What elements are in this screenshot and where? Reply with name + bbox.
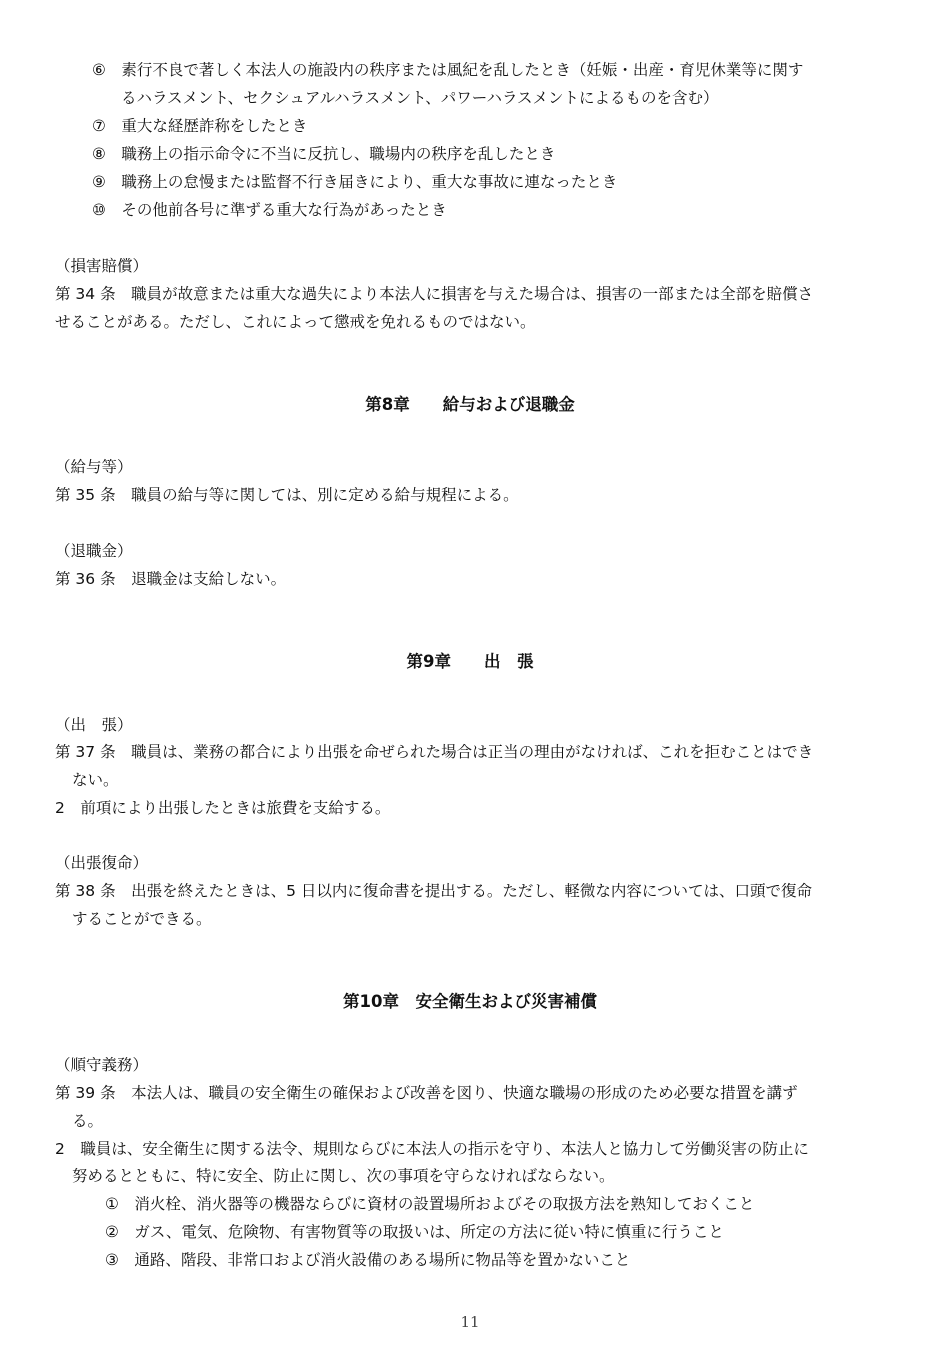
article-38-text-continuation: することができる。: [72, 910, 212, 928]
article-36-caption: （退職金）: [55, 542, 133, 560]
chapter-8-heading: 第8章 給与および退職金: [365, 395, 575, 414]
chapter-9-heading: 第9章 出 張: [406, 652, 534, 671]
list-item-7: ⑦ 重大な経歴詐称をしたとき: [92, 117, 308, 135]
article-37-text-continuation: ない。: [72, 771, 119, 789]
safety-item-2: ② ガス、電気、危険物、有害物質等の取扱いは、所定の方法に従い特に慎重に行うこと: [105, 1223, 724, 1241]
article-39-text: 第 39 条 本法人は、職員の安全衛生の確保および改善を図り、快適な職場の形成のため必要な措置を講ず: [55, 1084, 798, 1102]
article-39-paragraph-2-continuation: 努めるとともに、特に安全、防止に関し、次の事項を守らなければならない。: [72, 1167, 615, 1185]
article-35-caption: （給与等）: [55, 458, 133, 476]
article-37-text: 第 37 条 職員は、業務の都合により出張を命ぜられた場合は正当の理由がなければ、これを拒むことはでき: [55, 743, 814, 761]
article-38-text: 第 38 条 出張を終えたときは、5 日以内に復命書を提出する。ただし、軽微な内容については、口頭で復命: [55, 882, 813, 900]
article-34-text-continuation: せることがある。ただし、これによって懲戒を免れるものではない。: [55, 313, 536, 331]
article-37-caption: （出 張）: [55, 716, 133, 734]
list-item-9: ⑨ 職務上の怠慢または監督不行き届きにより、重大な事故に連なったとき: [92, 173, 618, 191]
list-item-6: ⑥ 素行不良で著しく本法人の施設内の秩序または風紀を乱したとき（妊娠・出産・育児休業等に関す: [92, 61, 804, 79]
article-39-paragraph-2: 2 職員は、安全衛生に関する法令、規則ならびに本法人の指示を守り、本法人と協力して労働災害の防止に: [55, 1140, 809, 1158]
page-number: 11: [460, 1313, 480, 1331]
article-39-text-continuation: る。: [72, 1112, 104, 1130]
article-34-text: 第 34 条 職員が故意または重大な過失により本法人に損害を与えた場合は、損害の一部または全部を賠償さ: [55, 285, 814, 303]
list-item-8: ⑧ 職務上の指示命令に不当に反抗し、職場内の秩序を乱したとき: [92, 145, 556, 163]
article-38-caption: （出張復命）: [55, 854, 149, 872]
list-item-10: ⑩ その他前各号に準ずる重大な行為があったとき: [92, 201, 447, 219]
list-item-6-continuation: るハラスメント、セクシュアルハラスメント、パワーハラスメントによるものを含む）: [121, 89, 719, 107]
article-37-paragraph-2: 2 前項により出張したときは旅費を支給する。: [55, 799, 391, 817]
article-35-text: 第 35 条 職員の給与等に関しては、別に定める給与規程による。: [55, 486, 519, 504]
article-34-caption: （損害賠償）: [55, 257, 149, 275]
article-36-text: 第 36 条 退職金は支給しない。: [55, 570, 287, 588]
safety-item-3: ③ 通路、階段、非常口および消火設備のある場所に物品等を置かないこと: [105, 1251, 631, 1269]
article-39-caption: （順守義務）: [55, 1056, 149, 1074]
chapter-10-heading: 第10章 安全衛生および災害補償: [343, 992, 597, 1011]
safety-item-1: ① 消火栓、消火器等の機器ならびに資材の設置場所およびその取扱方法を熟知しておくこと: [105, 1195, 755, 1213]
